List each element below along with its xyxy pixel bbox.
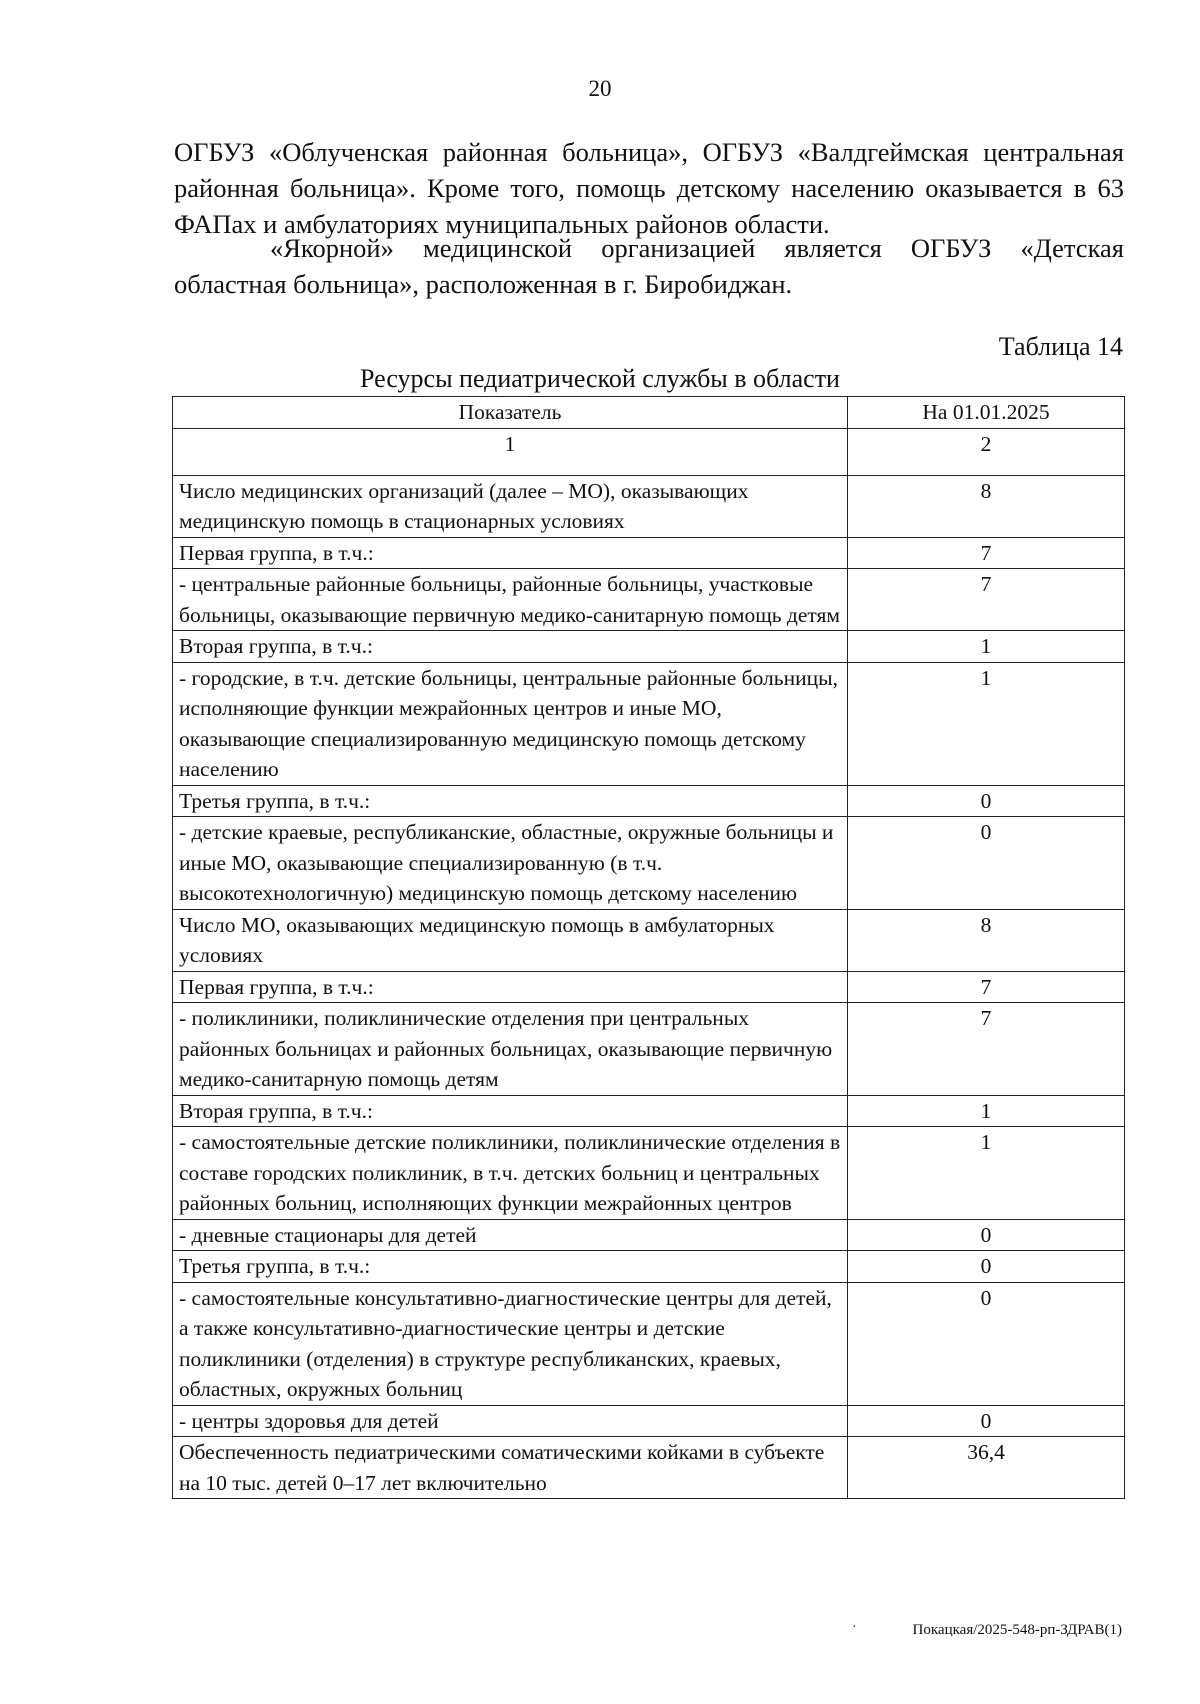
- row-indicator-label: - городские, в т.ч. детские больницы, центральные районные больницы, исполняющие функции межрайонных центров и иные МО, оказывающие специализированную медицинскую помощь детскому населению: [173, 662, 848, 785]
- row-value: 1: [848, 631, 1125, 663]
- row-value: 7: [848, 1003, 1125, 1096]
- row-value: 0: [848, 817, 1125, 910]
- row-value: 1: [848, 1095, 1125, 1127]
- table-row: [173, 1003, 1125, 1096]
- table-row: [173, 631, 1125, 663]
- table-row: [173, 1095, 1125, 1127]
- table-row: [173, 662, 1125, 785]
- row-indicator-label: Третья группа, в т.ч.:: [173, 785, 848, 817]
- row-indicator-label: Обеспеченность педиатрическими соматическими койками в субъекте на 10 тыс. детей 0–17 лет включительно: [173, 1437, 848, 1499]
- row-indicator-label: Число МО, оказывающих медицинскую помощь в амбулаторных условиях: [173, 909, 848, 971]
- column-number-2: 2: [848, 428, 1125, 475]
- row-indicator-label: Первая группа, в т.ч.:: [173, 971, 848, 1003]
- table-row: [173, 1405, 1125, 1437]
- row-value: 36,4: [848, 1437, 1125, 1499]
- table-number: Таблица 14: [998, 332, 1123, 361]
- paragraph-anchor-organization: «Якорной» медицинской организацией является ОГБУЗ «Детская областная больница», расположенная в г. Биробиджан.: [174, 233, 1124, 299]
- row-indicator-label: Вторая группа, в т.ч.:: [173, 631, 848, 663]
- table-row: [173, 569, 1125, 631]
- row-value: 1: [848, 1127, 1125, 1220]
- table-row: [173, 1251, 1125, 1283]
- row-value: 0: [848, 1405, 1125, 1437]
- row-value: 0: [848, 1282, 1125, 1405]
- row-indicator-label: - самостоятельные консультативно-диагностические центры для детей, а также консультативно-диагностические центры и детские поликлиники (отделения) в структуре республиканских, краевых, областных, окружных больниц: [173, 1282, 848, 1405]
- row-value: 8: [848, 909, 1125, 971]
- row-value: 7: [848, 971, 1125, 1003]
- row-indicator-label: Первая группа, в т.ч.:: [173, 537, 848, 569]
- table-row: [173, 1282, 1125, 1405]
- table-row: [173, 785, 1125, 817]
- row-indicator-label: Третья группа, в т.ч.:: [173, 1251, 848, 1283]
- row-indicator-label: Вторая группа, в т.ч.:: [173, 1095, 848, 1127]
- table-title: Ресурсы педиатрической службы в области: [360, 364, 840, 393]
- row-value: 8: [848, 475, 1125, 537]
- row-value: 1: [848, 662, 1125, 785]
- row-indicator-label: - детские краевые, республиканские, областные, окружные больницы и иные МО, оказывающие специализированную (в т.ч. высокотехнологичную) медицинскую помощь детскому населению: [173, 817, 848, 910]
- row-indicator-label: - центры здоровья для детей: [173, 1405, 848, 1437]
- row-indicator-label: Число медицинских организаций (далее – МО), оказывающих медицинскую помощь в стационарных условиях: [173, 475, 848, 537]
- pediatric-resources-table: [172, 396, 1125, 1499]
- table-header-row: [173, 397, 1125, 429]
- header-indicator: Показатель: [173, 397, 848, 429]
- row-indicator-label: - дневные стационары для детей: [173, 1219, 848, 1251]
- table-row: [173, 475, 1125, 537]
- table-row: [173, 1127, 1125, 1220]
- column-number-1: 1: [173, 428, 848, 475]
- table-row: [173, 817, 1125, 910]
- table-row: [173, 1219, 1125, 1251]
- page-number: 20: [588, 76, 612, 101]
- table-row: [173, 1437, 1125, 1499]
- table-row: [173, 971, 1125, 1003]
- row-indicator-label: - центральные районные больницы, районные больницы, участковые больницы, оказывающие первичную медико-санитарную помощь детям: [173, 569, 848, 631]
- row-value: 0: [848, 1219, 1125, 1251]
- column-number-row: [173, 428, 1125, 475]
- document-code: Покацкая/2025-548-рп-ЗДРАВ(1): [912, 1622, 1122, 1638]
- header-date: На 01.01.2025: [848, 397, 1125, 429]
- footer-dot: ·: [852, 1620, 857, 1635]
- row-value: 7: [848, 569, 1125, 631]
- row-indicator-label: - самостоятельные детские поликлиники, поликлинические отделения в составе городских поликлиник, в т.ч. детских больниц и центральных районных больниц, исполняющих функции межрайонных центров: [173, 1127, 848, 1220]
- paragraph-hospitals: ОГБУЗ «Облученская районная больница», ОГБУЗ «Валдгеймская центральная районная больница». Кроме того, помощь детскому населению оказывается в 63 ФАПах и амбулаториях муниципальных районов области.: [174, 137, 1124, 239]
- row-value: 0: [848, 1251, 1125, 1283]
- row-value: 0: [848, 785, 1125, 817]
- table-row: [173, 537, 1125, 569]
- table-row: [173, 909, 1125, 971]
- row-value: 7: [848, 537, 1125, 569]
- row-indicator-label: - поликлиники, поликлинические отделения при центральных районных больницах и районных больницах, оказывающие первичную медико-санитарную помощь детям: [173, 1003, 848, 1096]
